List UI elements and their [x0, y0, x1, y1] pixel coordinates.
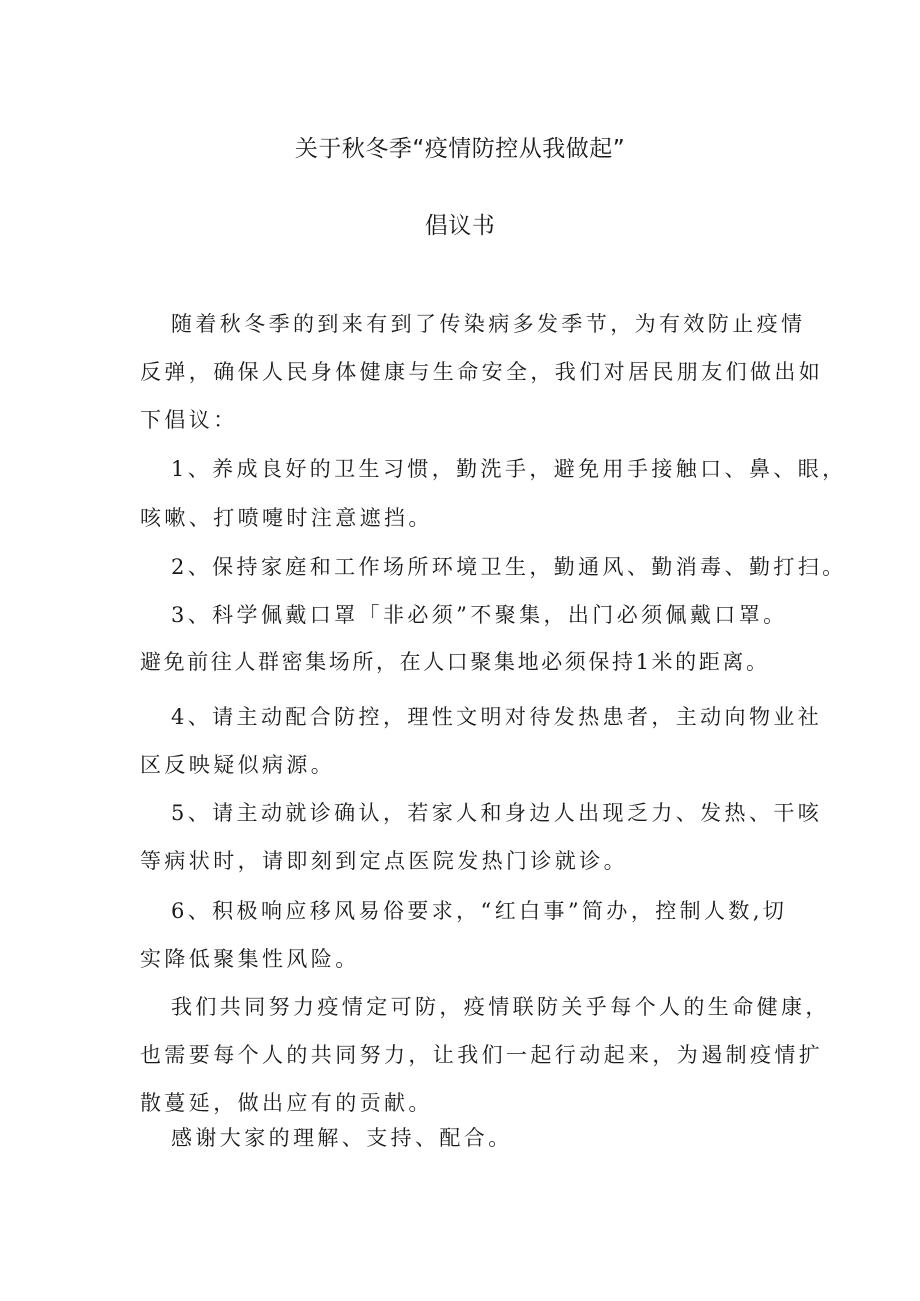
body-line-item6-1: 6、积极响应移风易俗要求，“红白事”简办，控制人数,切 — [171, 899, 788, 923]
body-line-intro-2: 反弹，确保人民身体健康与生命安全，我们对居民朋友们做出如 — [140, 360, 824, 384]
body-line-item1-1: 1、养成良好的卫生习惯，勤洗手，避免用手接触口、鼻、眼， — [171, 457, 847, 481]
body-line-item4-1: 4、请主动配合防控，理性文明对待发热患者，主动向物业社 — [171, 705, 823, 729]
body-line-item2: 2、保持家庭和工作场所环境卫生，勤通风、勤消毒、勤打扫。 — [171, 555, 847, 579]
body-line-closing-2: 也需要每个人的共同努力，让我们一起行动起来，为遏制疫情扩 — [140, 1043, 824, 1067]
body-line-item5-1: 5、请主动就诊确认，若家人和身边人出现乏力、发热、干咳 — [171, 801, 823, 825]
body-line-item6-2: 实降低聚集性风险。 — [140, 947, 360, 971]
body-line-closing-3: 散蔓延，做出应有的贡献。 — [140, 1091, 433, 1115]
body-line-intro-3: 下倡议： — [140, 408, 238, 432]
body-line-thanks: 感谢大家的理解、支持、配合。 — [171, 1126, 513, 1150]
document-subtitle: 倡议书 — [424, 213, 496, 239]
body-line-item3-2: 避免前往人群密集场所，在人口聚集地必须保持1米的距离。 — [140, 650, 770, 674]
document-title: 关于秋冬季“疫情防控从我做起” — [294, 136, 626, 162]
body-line-item1-2: 咳嗽、打喷嚏时注意遮挡。 — [140, 506, 433, 530]
body-line-closing-1: 我们共同努力疫情定可防，疫情联防关乎每个人的生命健康， — [171, 995, 830, 1019]
body-line-item5-2: 等病状时，请即刻到定点医院发热门诊就诊。 — [140, 849, 628, 873]
body-line-item4-2: 区反映疑似病源。 — [140, 753, 336, 777]
body-line-item3-1: 3、科学佩戴口罩「非必须”不聚集，出门必须佩戴口罩。 — [171, 603, 788, 627]
body-line-intro-1: 随着秋冬季的到来有到了传染病多发季节，为有效防止疫情 — [171, 312, 806, 336]
